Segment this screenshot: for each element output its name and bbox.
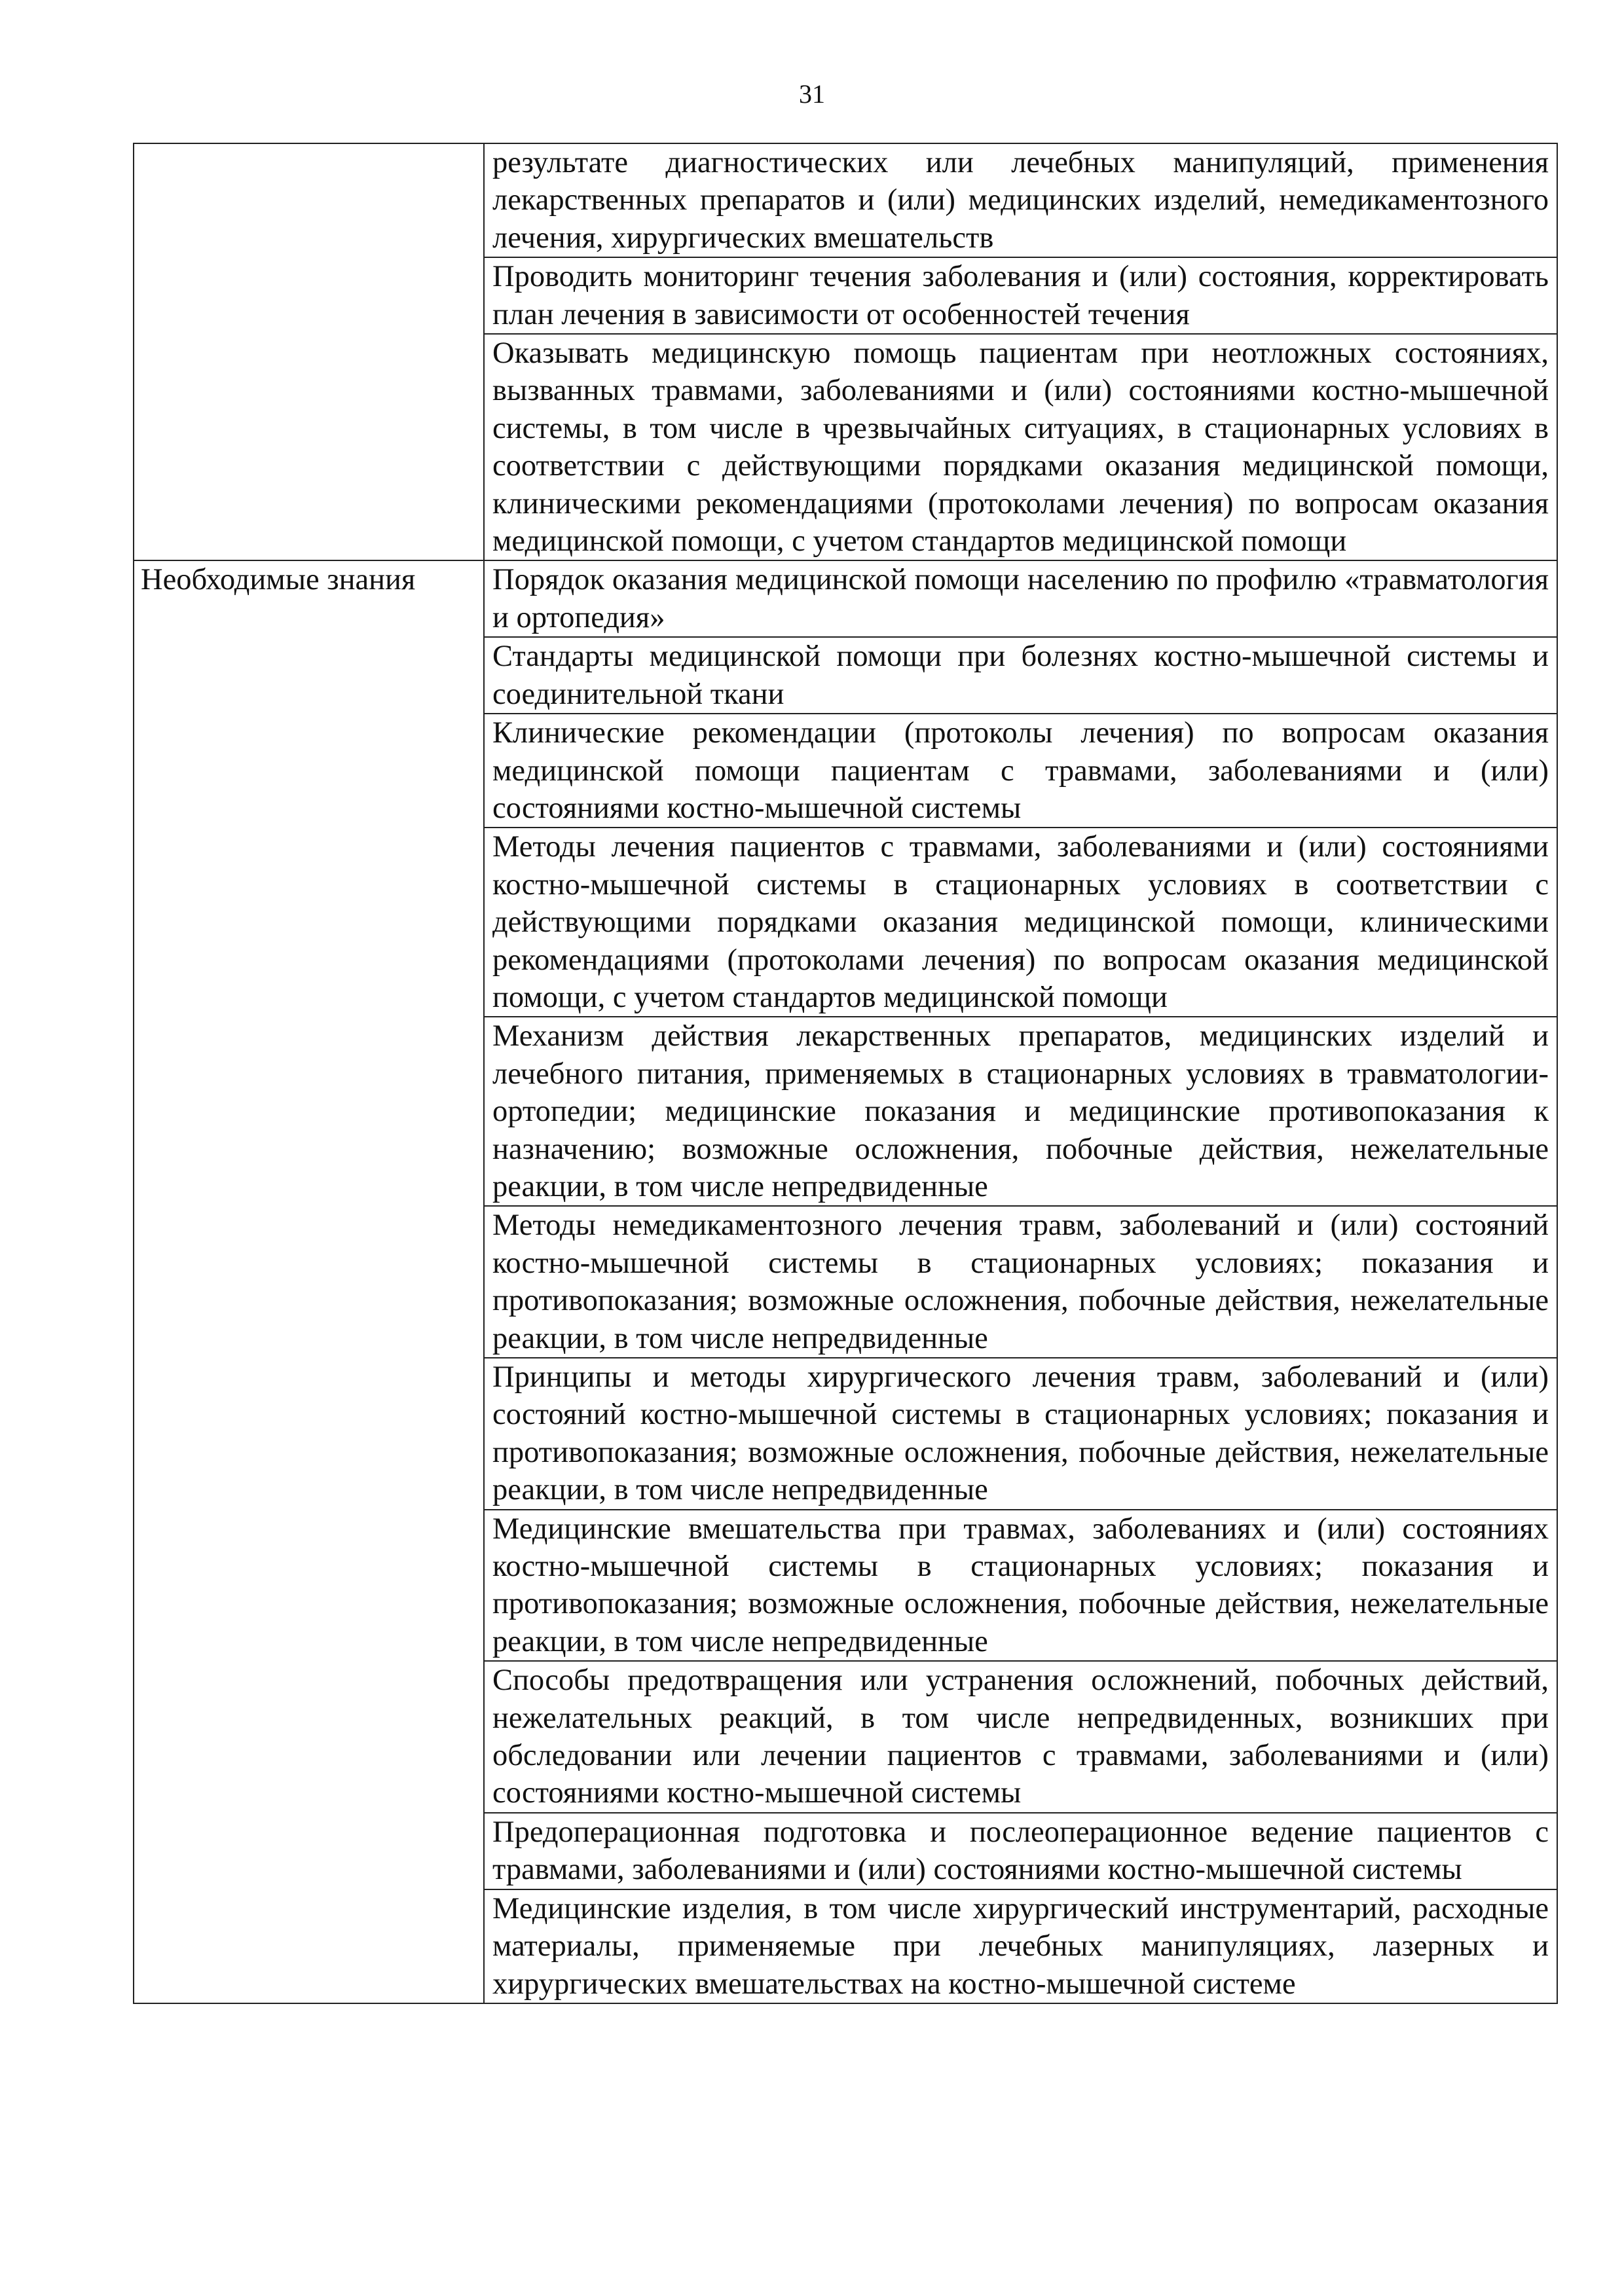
table-cell [484, 714, 1557, 828]
item-text: Методы лечения пациентов с травмами, заболеваниями и (или) состояниями костно-мышечной системы в стационарных условиях в соответствии с действующими порядками оказания медицинской помощи, клиническими рекомендациями (протоколами лечения) по вопросам оказания медицинской помощи, с учетом стандартов медицинской помощи [492, 830, 1549, 1014]
item-text: Медицинские изделия, в том числе хирургический инструментарий, расходные материалы, применяемые при лечебных манипуляциях, лазерных и хирургических вмешательствах на костно-мышечной системе [492, 1891, 1549, 2001]
item-text: Порядок оказания медицинской помощи населению по профилю «травматология и ортопедия» [492, 563, 1549, 634]
table-cell [484, 1358, 1557, 1510]
section-heading: Необходимые знания [141, 563, 416, 597]
table-cell [484, 1889, 1557, 2003]
item-text: Оказывать медицинскую помощь пациентам при неотложных состояниях, вызванных травмами, заболеваниями и (или) состояниями костно-мышечной системы, в том числе в чрезвычайных ситуациях, в стационарных условиях в соответствии с действующими порядками оказания медицинской помощи, клиническими рекомендациями (протоколами лечения) по вопросам оказания медицинской помощи, с учетом стандартов медицинской помощи [492, 337, 1549, 558]
table-cell [484, 334, 1557, 560]
table-cell [484, 257, 1557, 334]
table-cell [484, 1017, 1557, 1206]
section-heading-cell [134, 143, 484, 560]
item-text: Стандарты медицинской помощи при болезнях костно-мышечной системы и соединительной ткани [492, 640, 1549, 711]
item-text: Медицинские вмешательства при травмах, заболеваниях и (или) состояниях костно-мышечной системы в стационарных условиях; показания и противопоказания; возможные осложнения, побочные действия, нежелательные реакции, в том числе непредвиденные [492, 1512, 1549, 1658]
item-text: Предоперационная подготовка и послеоперационное ведение пациентов с травмами, заболеваниями и (или) состояниями костно-мышечной системы [492, 1815, 1549, 1887]
item-text: результате диагностических или лечебных манипуляций, применения лекарственных препаратов и (или) медицинских изделий, немедикаментозного лечения, хирургических вмешательств [492, 146, 1549, 255]
page-number: 31 [799, 79, 825, 109]
table-cell [484, 1206, 1557, 1358]
table-cell [484, 1813, 1557, 1889]
table-cell [484, 1510, 1557, 1662]
table-cell [484, 143, 1557, 257]
section-heading-cell [134, 560, 484, 2003]
item-text: Методы немедикаментозного лечения травм, заболеваний и (или) состояний костно-мышечной системы в стационарных условиях; показания и противопоказания; возможные осложнения, побочные действия, нежелательные реакции, в том числе непредвиденные [492, 1209, 1549, 1355]
table-cell [484, 828, 1557, 1017]
item-text: Способы предотвращения или устранения осложнений, побочных действий, нежелательных реакций, в том числе непредвиденных, возникших при обследовании или лечении пациентов с травмами, заболеваниями и (или) состояниями костно-мышечной системы [492, 1664, 1549, 1810]
item-text: Проводить мониторинг течения заболевания и (или) состояния, корректировать план лечения в зависимости от особенностей течения [492, 260, 1549, 331]
table-row [134, 143, 1557, 257]
requirements-table [133, 143, 1558, 2004]
item-text: Клинические рекомендации (протоколы лечения) по вопросам оказания медицинской помощи пациентам с травмами, заболеваниями и (или) состояниями костно-мышечной системы [492, 716, 1549, 825]
table-row [134, 560, 1557, 637]
table-cell [484, 637, 1557, 714]
table-cell [484, 1661, 1557, 1813]
item-text: Механизм действия лекарственных препаратов, медицинских изделий и лечебного питания, применяемых в стационарных условиях в травматологии-ортопедии; медицинские показания и медицинские противопоказания к назначению; возможные осложнения, побочные действия, нежелательные реакции, в том числе непредвиденные [492, 1019, 1549, 1203]
table-cell [484, 560, 1557, 637]
item-text: Принципы и методы хирургического лечения травм, заболеваний и (или) состояний костно-мышечной системы в стационарных условиях; показания и противопоказания; возможные осложнения, побочные действия, нежелательные реакции, в том числе непредвиденные [492, 1360, 1549, 1507]
